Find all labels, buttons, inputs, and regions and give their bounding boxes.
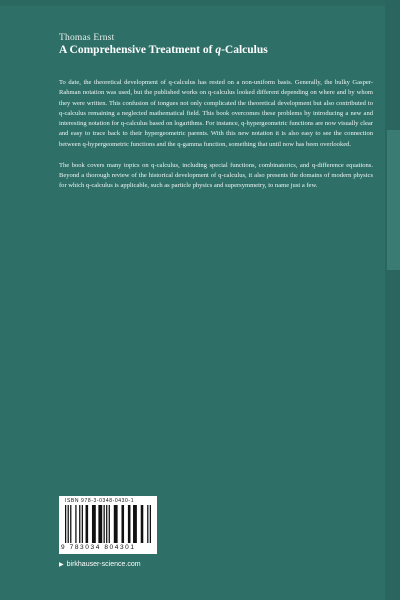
title-q: q xyxy=(215,44,222,56)
triangle-right-icon: ▶ xyxy=(59,562,64,568)
barcode-bar xyxy=(75,505,76,543)
website-text: birkhauser-science.com xyxy=(66,561,141,568)
barcode-bar xyxy=(68,505,69,543)
top-band xyxy=(0,0,400,6)
barcode-bar xyxy=(70,505,71,543)
blurb-paragraph-1: To date, the theoretical development of q-calculus has rested on a non-uniform basis. Generally, the bulky Gasper-Rahman notation was used, but the published works on q-calculus looked different depending on where and by whom they were written. This confusion of tongues not only complicated the theoretical development but also contributed to q-calculus remaining a neglected mathematical field. This book overcomes these problems by introducing a new and interesting notation for q-calculus based on logarithms. For instance, q-hypergeometric functions are now visually clear and easy to trace back to their hypergeometric parents. With this new notation it is also easy to see the connection between q-hypergeometric functions and the q-gamma function, something that until now has been overlooked. xyxy=(59,79,373,148)
barcode-bar xyxy=(128,505,131,543)
barcode-bar xyxy=(104,505,105,543)
barcode-bar xyxy=(98,505,102,543)
barcode-box xyxy=(59,496,157,554)
barcode-bar xyxy=(141,505,144,543)
barcode-number: 9 783034 804301 xyxy=(61,544,136,551)
blurb xyxy=(59,78,373,203)
spine-tab xyxy=(387,130,400,270)
barcode-bar xyxy=(82,505,83,543)
barcode-bar xyxy=(86,505,89,543)
title-suffix: -Calculus xyxy=(221,44,268,56)
barcode-icon xyxy=(65,505,151,543)
barcode-bar xyxy=(150,505,151,543)
barcode-bar xyxy=(114,505,118,543)
barcode-bar xyxy=(92,505,96,543)
spine-strip xyxy=(385,0,400,600)
book-title xyxy=(59,44,268,56)
barcode-bar xyxy=(106,505,107,543)
isbn-label: ISBN 978-3-0348-0430-1 xyxy=(65,498,135,504)
barcode-bar xyxy=(133,505,137,543)
barcode-bar xyxy=(65,505,66,543)
barcode-bar xyxy=(79,505,80,543)
publisher-website xyxy=(59,561,141,568)
author-name: Thomas Ernst xyxy=(59,33,115,43)
barcode-bar xyxy=(121,505,124,543)
title-prefix: A Comprehensive Treatment of xyxy=(59,44,216,56)
blurb-paragraph-2: The book covers many topics on q-calculus, including special functions, combinatorics, and q-difference equations. Beyond a thorough review of the historical development of q-calculus, it also presents the domains of modern physics for which q-calculus is applicable, such as particle physics and supersymmetry, to name just a few. xyxy=(59,161,373,190)
barcode-bar xyxy=(147,505,148,543)
barcode-bar xyxy=(109,505,110,543)
